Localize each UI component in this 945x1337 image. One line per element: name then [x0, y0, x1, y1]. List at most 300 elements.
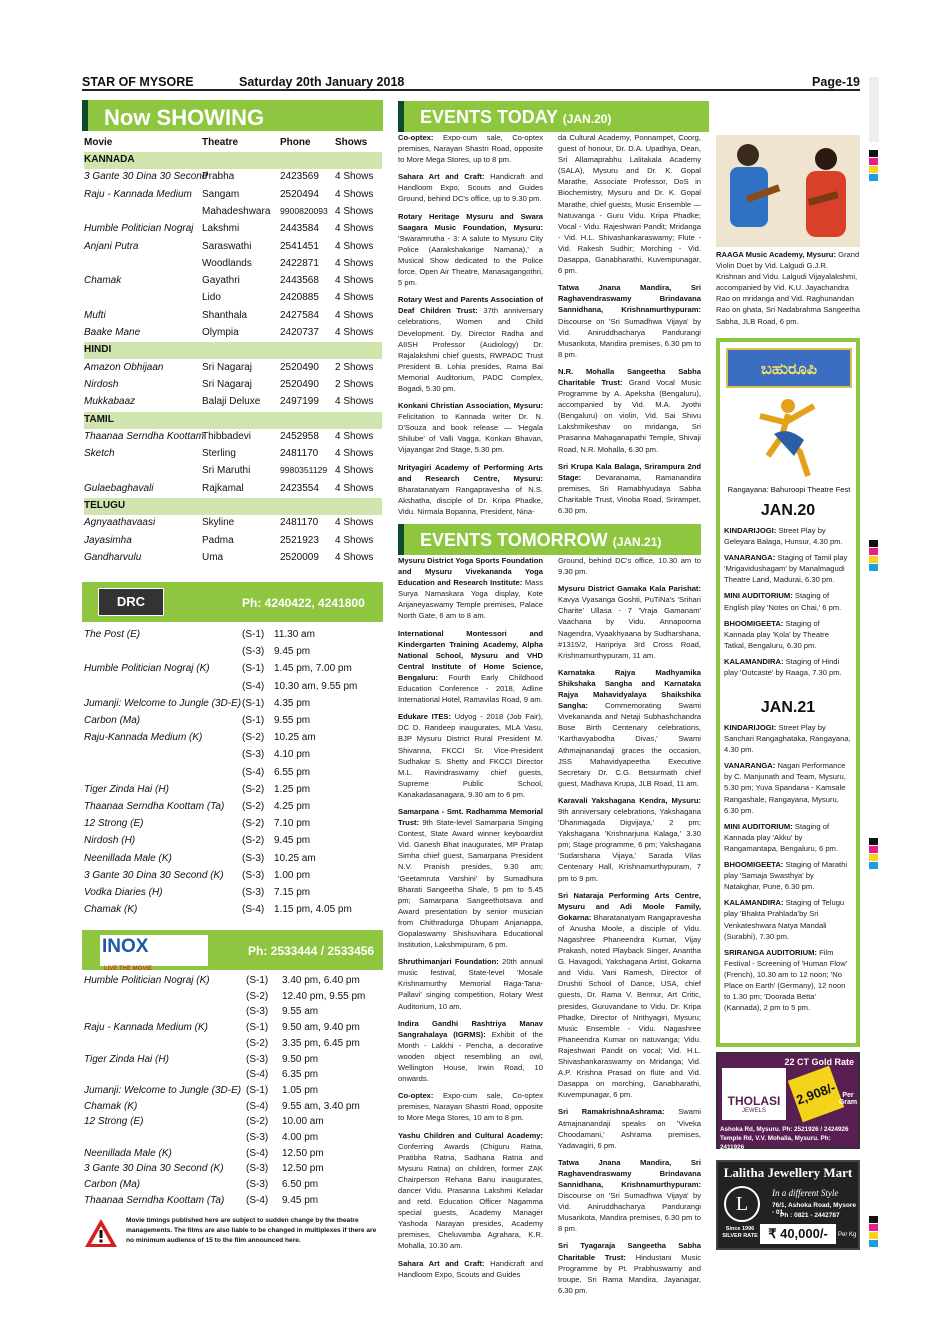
movie-title: Mukkabaaz [84, 396, 136, 408]
col-theatre: Theatre [202, 137, 239, 148]
language-label: HINDI [84, 344, 112, 356]
screen-number: (S-3) [246, 1006, 269, 1018]
schedule-row [84, 628, 382, 645]
event-entry: BHOOMIGEETA: Staging of Marathi play 'Samaja Swasthya' by Natakghar, Pune, 6.30 pm. [724, 860, 848, 892]
schedule-row [84, 1005, 382, 1022]
schedule-row [84, 714, 382, 731]
screen-number: (S-3) [242, 852, 265, 864]
color-swatch [869, 174, 878, 181]
event-entry: KALAMANDIRA: Staging of Telugu play 'Bhakta Prahlada'by Sri Venkateshwara Natya Mandali (Surabhi), 7.30 pm. [724, 898, 845, 941]
events-tomorrow-col2 [558, 555, 701, 1302]
event-entry: International Montessori and Kindergarten Training Academy, Alpha National School, Mysuru and VHD Central Institute of Home Science, Bengaluru: Fourth Early Childhood Education Conference - 2018, Adline International Hotel, Ramavilas Road, 9 am. [398, 628, 543, 705]
show-times: 10.30 am, 9.55 pm [274, 680, 358, 692]
event-entry: SRIRANGA AUDITORIUM: Film Festival - Screening of 'Human Flow' (French), 10.30 am to 12 noon; 'No Place on Earth' (Germany), 12 noon to 1.30 pm; 'Doorada Betta' (Kannada), 2 pm to 5 pm. [724, 947, 848, 1013]
movie-title: Nirdosh (H) [84, 835, 136, 847]
movie-title: Jumanji: Welcome to Jungle (3D-E) [84, 1084, 242, 1096]
raaga-caption: RAAGA Music Academy, Mysuru: Grand Violin Duet by Vid. Lalgudi G.J.R. Krishnan and Vidu. Lalgudi Vijayalakshmi, accompanied by Vid. K.U. Jayachandra Rao on mridanga and Vid. Raghunandan Rao on ghata, Sri Nadabrahma Sangeetha Sabha, JLB Road, 6 pm. [716, 250, 860, 326]
theatre-name: Sangam [202, 188, 240, 200]
show-count: 4 Shows [335, 223, 374, 235]
language-label: TELUGU [84, 500, 126, 511]
movie-row [84, 377, 382, 394]
movie-title: Sketch [84, 448, 115, 460]
screen-number: (S-1) [246, 975, 269, 986]
event-entry: Shruthimanjari Foundation: 20th annual music festival, State-level 'Mosale Krishnamurthy Memorial Raga-Tana-Pallavi' singing competition, Rotary West Auditorium, 10 am. [398, 957, 543, 1011]
show-times: 9.55 pm [274, 715, 311, 726]
schedule-row [84, 817, 382, 834]
movie-title: Thaanaa Serndha Koottam [84, 430, 205, 442]
screen-number: (S-4) [246, 1100, 269, 1112]
event-entry: Mysuru District Gamaka Kala Parishat: Kavya Vyasanga Goshti, PuTiNa's 'Srihari Charite' Ullasa - 7 'Vraja Gamanam' Vaachana by Vidu. Annapoorna Nagendra, Vyaakhyaana by Sudharshana, #1315/2, Haripriya 3rd Cross Road, Krishnamurthypuram, 11 am. [558, 584, 701, 660]
schedule-row [84, 974, 382, 991]
paper-name: STAR OF MYSORE [82, 75, 194, 89]
movie-title: Amazon Obhijaan [84, 361, 164, 373]
screen-number: (S-2) [242, 835, 265, 847]
events-tomorrow-col1 [398, 555, 543, 1286]
schedule-row [84, 662, 382, 679]
event-entry: Edukare ITES: Udyog - 2018 (Job Fair), DC D. Randeep inaugurates, MLA Vasu, BJP Mysuru District Rural President M. Shivanna, FKCCI Sr. Vice-President Sudhakar S. Shetty and FKCCI Director M.L. Ravindraswamy chief guests, Supreme Public School, Kanakadasanagara, 9.30 am to 6 pm. [398, 712, 543, 799]
silver-rate: ₹ 40,000/- [760, 1224, 836, 1244]
movie-row [84, 533, 382, 550]
theatre-name: Balaji Deluxe [202, 396, 261, 408]
show-times: 4.35 pm [274, 697, 311, 709]
schedule-row [84, 1037, 382, 1054]
phone-number: 2423554 [280, 482, 319, 494]
color-swatch [869, 1224, 878, 1231]
event-entry: KALAMANDIRA: Staging of Hindi play 'Outcaste' by Raaga, 7.30 pm. [724, 656, 842, 678]
movie-title: 12 Strong (E) [84, 818, 144, 830]
events-today-col1 [398, 132, 543, 523]
show-times: 1.25 pm [274, 783, 311, 795]
schedule-row [84, 1068, 382, 1085]
color-swatch [869, 1216, 878, 1223]
phone-number: 2422871 [280, 257, 319, 269]
event-entry: Yashu Children and Cultural Academy: Conferring Awards (Chiguru Ratna, Pratibha Ratna, Sadhana Ratna and Mysuru Ratna) on children, former ZAK Chairperson Rehana Banu inaugurates, dancer Vidu. Prasanna Lakshmi Keladar and retd. Education Officer Nagamma special guests, Academy Manager Yashoda Narayan presides, Academy premises, Cheluvamba Agrahara, K.R. Mohalla, 10.30 am. [398, 1130, 543, 1251]
show-times: 9.45 pm [282, 1194, 319, 1206]
screen-number: (S-2) [242, 783, 265, 795]
col-movie: Movie [84, 137, 113, 148]
col-phone: Phone [280, 137, 311, 148]
show-count: 2 Shows [335, 361, 374, 373]
event-entry: Samarpana - Smt. Radhamma Memorial Trust: 9th State-level Samarpana Singing Contest, State Award winner keyboardist Vid. Ganesh Bhat inaugurates, MP Pratap Simha chief guest, Samarpana President N.V. Pranish presides, 9.30 am; 'Geetamruta Varshini' by Sumadhura Bharati Sangeetha Shale, 5 pm to 5.45 pm; Samarpana Sangeethotsava and Award presentation by senior musician from Chithradurga Dhupam Anjanappa, Gopalaswamy Shishuvihara Educational Institution, Lakshmipuram, 6 pm. [398, 806, 543, 950]
language-heading [84, 412, 382, 429]
movie-title: Raju - Kannada Medium (K) [84, 1022, 208, 1034]
movie-title: Thaanaa Serndha Koottam (Ta) [84, 801, 225, 812]
schedule-row [84, 1194, 382, 1211]
screen-number: (S-3) [242, 646, 265, 658]
theatre-name: Lakshmi [202, 223, 240, 235]
tholasi-logo: THOLASI JEWELS [722, 1068, 786, 1120]
phone-number: 2427584 [280, 309, 319, 321]
now-showing-title: Now SHOWING [82, 100, 383, 131]
phone-number: 2497199 [280, 396, 319, 408]
schedule-row [84, 852, 382, 869]
jan21-heading: JAN.21 [760, 699, 816, 716]
theatre-name: Woodlands [202, 257, 252, 269]
since-badge: Since 1996 SILVER RATE [722, 1226, 758, 1239]
screen-number: (S-3) [242, 749, 265, 761]
phone-number: 9980351129 [280, 465, 328, 476]
theatre-name: Prabha [202, 171, 235, 183]
musicians-photo [716, 135, 860, 247]
language-heading [84, 498, 382, 515]
schedule-row [84, 783, 382, 800]
events-today-col2 [558, 132, 701, 522]
show-count: 4 Shows [335, 396, 374, 408]
movie-title: Chamak (K) [84, 904, 138, 916]
screen-number: (S-1) [246, 1084, 269, 1096]
movie-title: Humble Politician Nograj (K) [84, 975, 210, 986]
screen-number: (S-1) [242, 663, 265, 675]
event-entry: Sri Tyagaraja Sangeetha Sabha Charitable Trust: Hindustani Music Programme by Pt. Prabhuswamy and troupe, Sri Rama Mandira, Jayanagar, 6.30 pm. [558, 1241, 701, 1295]
screen-number: (S-2) [242, 732, 265, 744]
movie-title: Nirdosh [84, 378, 119, 390]
movie-row [84, 325, 382, 342]
show-times: 9.55 am [282, 1006, 319, 1018]
theatre-name: Sterling [202, 448, 236, 460]
show-count: 2 Shows [335, 378, 374, 390]
rangayana-caption: Rangayana: Bahuroopi Theatre Fest [727, 485, 851, 494]
show-times: 12.50 pm [282, 1163, 324, 1175]
schedule-row [84, 766, 382, 783]
show-times: 11.30 am [274, 629, 315, 640]
event-entry: MINI AUDITORIUM: Staging of Kannada play 'Akku' by Rangamantapa, Bengaluru, 6 pm. [724, 821, 838, 853]
event-entry: VANARANGA: Staging of Tamil play 'Mrigavidushagam' by Manalmagudi Theatre Land, Madurai, 6.30 pm. [724, 553, 848, 585]
event-entry: KINDARIJOGI: Street Play by Geleyara Balaga, Hunsur, 4.30 pm. [724, 526, 843, 547]
movie-title: Jumanji: Welcome to Jungle (3D-E) [84, 697, 242, 709]
show-count: 4 Shows [335, 534, 374, 546]
event-entry: Sahara Art and Craft: Handicraft and Handloom Expo, Scouts and Guides [398, 1258, 544, 1279]
show-count: 4 Shows [335, 448, 374, 460]
theatre-name: Saraswathi [202, 240, 252, 252]
show-times: 4.25 pm [274, 801, 311, 812]
phone-number: 2520494 [280, 188, 319, 200]
movie-row [84, 239, 382, 256]
movie-title: Gulaebaghavali [84, 482, 154, 494]
phone-number: 2481170 [280, 517, 319, 529]
show-count: 4 Shows [335, 240, 374, 252]
screen-number: (S-3) [246, 1163, 269, 1175]
theatre-name: Lido [202, 292, 221, 304]
phone-number: 2520490 [280, 361, 319, 373]
show-times: 1.15 pm, 4.05 pm [274, 904, 352, 916]
movie-row [84, 446, 382, 463]
event-entry: Tatwa Jnana Mandira, Sri Raghavendraswamy Brindavana Sannidhana, Krishnamurthypuram: Discourse on 'Sri Sumadhwa Vijaya' by Vid. Aniruddhacharya Pandurangi Musarikota, Mandira premises, 6.30 pm to 8 pm. [558, 283, 701, 359]
show-count: 4 Shows [335, 292, 374, 304]
color-swatch [869, 540, 878, 547]
movie-title: Anjani Putra [84, 240, 139, 252]
schedule-row [84, 903, 382, 920]
screen-number: (S-3) [242, 869, 265, 881]
drc-phone: Ph: 4240422, 4241800 [242, 596, 365, 610]
movie-row [84, 515, 382, 532]
show-times: 1.00 pm [274, 869, 311, 881]
drc-logo: DRC [98, 588, 164, 616]
color-swatch [869, 846, 878, 853]
language-label: KANNADA [84, 154, 135, 165]
lalitha-monogram: L [724, 1186, 760, 1222]
movie-title: Mufti [84, 309, 106, 321]
schedule-row [84, 1131, 382, 1148]
event-entry: Ground, behind DC's office, 10.30 am to 9.30 pm. [558, 556, 701, 577]
col-shows: Shows [335, 137, 368, 148]
screen-number: (S-2) [246, 1116, 269, 1128]
movie-title: Carbon (Ma) [84, 715, 141, 726]
color-swatch [869, 854, 878, 861]
schedule-row [84, 1100, 382, 1117]
bahuroopi-banner: ಬಹುರೂಪಿ [726, 348, 852, 388]
phone-number: 2520009 [280, 551, 319, 563]
movie-title: Neenillada Male (K) [84, 1147, 172, 1159]
movie-title: Agnyaathavaasi [84, 517, 156, 529]
dancer-illustration [748, 396, 830, 482]
movie-row [84, 256, 382, 273]
event-entry: Karavali Yakshagana Kendra, Mysuru: 9th anniversary celebrations, Yakshagana 'Dhanmagada Digvijaya,' 2 pm; Yakshagana 'Krishnarjuna Kalaga,' 3.30 pm; Stage programme, 6 pm; Yakshagana 'Sudarshana Vijaya,' Sarada Vilas Centenary Hall, Krishnamurthypuram, 7 pm to 9 pm. [558, 795, 701, 883]
show-times: 12.40 pm, 9.55 pm [282, 990, 366, 1002]
screen-number: (S-2) [242, 818, 265, 830]
event-entry: Indira Gandhi Rashtriya Manav Sangrahalaya (IGRMS): Exhibit of the Month - Lakkhi - Pencha, a decorative wooden object resembling an owl, Wellington House, Irwin Road, 10 onwards. [398, 1018, 543, 1084]
show-count: 4 Shows [335, 257, 374, 269]
movie-row [84, 360, 382, 377]
event-entry: KINDARIJOGI: Street Play by Sanchari Rangaghataka, Rangayana, 4.30 pm. [724, 723, 851, 755]
phone-number: 2443568 [280, 275, 319, 287]
per-gram: Per Gram [838, 1092, 858, 1106]
language-heading [84, 342, 382, 359]
event-entry: da Cultural Academy, Ponnampet, Coorg, guest of honour, Dr. D.A. Upadhya, Dean, Sri Allamaprabhu Lalitakala Academy (SALA), Mysuru and Dr. K. Gopal Marathe, Associate Professor, DoS in Biochemistry, Mysuru and Dr. K. Gopal Marathe, chief guests, Music Ensemble — Natuvanga - Guru Vidu. Kripa Phadke; Vocal - Vidu. Rajeshwari Pandit; Mridanga - Vid. H.L. Shivashankaraswamy; Flute - Vid. Rakesh Sudhir; Morching - Vid. Dasappa, Ganabharathi, Kuvempunagar, 6 pm. [558, 133, 701, 276]
phone-number: 2423569 [280, 171, 319, 183]
phone-number: 2481170 [280, 448, 319, 460]
movie-row [84, 463, 382, 480]
color-swatch [869, 1240, 878, 1247]
rangayana-box [716, 338, 860, 1047]
screen-number: (S-2) [242, 801, 265, 812]
movie-title: Baake Mane [84, 327, 141, 338]
show-times: 9.50 am, 9.40 pm [282, 1022, 360, 1034]
movie-row [84, 187, 382, 204]
event-entry: Rotary Heritage Mysuru and Swara Saagara Music Foundation, Mysuru: 'Swaramrutha - 3: A salute to Mysuru City Police (Aarakshakarige Namana),' a Musical Show dedicated to the Police force, Open Air Theatre, Manasagangothri, 5 pm. [398, 211, 543, 288]
movie-row [84, 550, 382, 567]
print-margin [869, 77, 879, 142]
show-times: 6.50 pm [282, 1179, 319, 1191]
phone-number: 2521923 [280, 534, 319, 546]
drc-bar [82, 582, 383, 622]
color-swatch [869, 548, 878, 555]
movie-title: 3 Gante 30 Dina 30 Second (K) [84, 869, 224, 881]
inox-phone: Ph: 2533444 / 2533456 [248, 944, 375, 958]
show-times: 10.25 am [274, 852, 316, 864]
gold-rate: 2,908/- [788, 1066, 844, 1122]
page-header [82, 73, 860, 91]
color-swatch [869, 862, 878, 869]
phone-number: 2452958 [280, 430, 319, 442]
color-swatch [869, 166, 878, 173]
event-entry: Konkani Christian Association, Mysuru: Felicitation to Kannada writer Dr. N. D'Souza and book release — 'Hegala Shilube' of Valli Vagga, Konkan Bhavan, Vijayangar 2nd Stage, 5.30 pm. [398, 401, 543, 455]
theatre-name: Thibbadevi [202, 430, 251, 442]
schedule-row [84, 990, 382, 1007]
events-today-title: EVENTS TODAY (JAN.20) [398, 101, 709, 132]
movie-title: Chamak [84, 275, 122, 287]
language-heading [84, 152, 382, 169]
screen-number: (S-1) [242, 629, 265, 640]
show-times: 9.45 pm [274, 646, 311, 658]
screen-number: (S-1) [242, 697, 265, 709]
theatre-name: Mahadeshwara [202, 205, 271, 217]
movie-row [84, 481, 382, 498]
schedule-row [84, 1053, 382, 1070]
lalitha-tag: In a different Style [772, 1188, 839, 1198]
show-times: 7.10 pm [274, 818, 311, 830]
language-label: TAMIL [84, 413, 114, 425]
jan20-heading: JAN.20 [760, 502, 816, 519]
phone-number: 2520490 [280, 378, 319, 390]
phone-number: 2420737 [280, 327, 319, 338]
screen-number: (S-1) [246, 1022, 269, 1034]
movie-title: Tiger Zinda Hai (H) [84, 1053, 169, 1065]
color-swatch [869, 838, 878, 845]
schedule-row [84, 1178, 382, 1195]
schedule-row [84, 748, 382, 765]
show-count: 4 Shows [335, 275, 374, 287]
screen-number: (S-4) [242, 766, 265, 778]
events-tomorrow-title: EVENTS TOMORROW (JAN.21) [398, 524, 701, 555]
lalitha-phone: Ph : 0821 - 2442787 [780, 1212, 840, 1219]
event-entry: MINI AUDITORIUM: Staging of English play 'Notes on Chai,' 6 pm. [724, 591, 842, 612]
schedule-row [84, 869, 382, 886]
event-entry: Sri Nataraja Performing Arts Centre, Mysuru and Adi Moole Family, Gokarna: Bharatanatyam Rangapravesha of Anusha Moole, a disciple of Vidu. Nagashree Phaneendra Kumar, Vijay Prakash, noted Playback Singer, Anantha G. Havagodi, Yakshagana Artist, Gokarna and Vidu. Vani Ramesh, Director of Drushti School of Dance, USA, chief guests, Dr. Rama V. Bennur, Art Critic, presides, Guruvandane to Vidu. Dr. Kripa Phadke, Director of Nrithyagiri, Mysuru; Music Ensemble - Vidu. Nagashree Phaneendra Kumar on natuvanga; Vidu. Rajeshwari Pandit on vocal; Vid. H.L. Shivashankaraswamy on Mridanga; Vid. A.P. Krishna Prasad on flute and Vid. Dasappa on morching, Ganabharathi, Kuvempunagar, 6 pm. [558, 890, 701, 1100]
jan21-list [724, 722, 852, 1018]
show-times: 10.25 am [274, 732, 316, 744]
show-times: 1.05 pm [282, 1084, 319, 1096]
movie-title: Jayasimha [84, 534, 132, 546]
screen-number: (S-3) [246, 1053, 269, 1065]
screen-number: (S-1) [242, 715, 265, 726]
schedule-row [84, 800, 382, 817]
screen-number: (S-3) [242, 887, 265, 898]
phone-number: 9900820093 [280, 205, 328, 216]
phone-number: 2420885 [280, 292, 319, 304]
show-times: 3.40 pm, 6.40 pm [282, 975, 360, 986]
movie-row [84, 169, 382, 186]
lalitha-brand: Lalitha Jewellery Mart [723, 1165, 853, 1180]
event-entry: Tatwa Jnana Mandira, Sri Raghavendraswamy Brindavana Sannidhana, Krishnamurthypuram: Discourse on 'Sri Sumadhwa Vijaya' by Vid. Aniruddhacharya Pandurangi Musarikota, Mandira premises, 6.30 pm to 8 pm. [558, 1157, 701, 1234]
color-swatch [869, 1232, 878, 1239]
screen-number: (S-4) [246, 1147, 269, 1159]
phone-number: 2541451 [280, 240, 319, 252]
movie-title: Raju - Kannada Medium [84, 188, 192, 200]
show-count: 4 Shows [335, 482, 374, 494]
movie-title: Humble Politician Nograj [84, 223, 194, 235]
movie-title: Carbon (Ma) [84, 1179, 141, 1191]
schedule-row [84, 1084, 382, 1101]
movie-row [84, 429, 382, 446]
movie-title: Chamak (K) [84, 1100, 138, 1112]
movie-title: Neenillada Male (K) [84, 852, 172, 864]
lalitha-address: 76/1, Ashoka Road, Mysore - 01 [772, 1202, 856, 1216]
movie-row [84, 290, 382, 307]
screen-number: (S-2) [246, 990, 269, 1002]
lalitha-ad [716, 1160, 860, 1250]
movie-title: Thaanaa Serndha Koottam (Ta) [84, 1194, 225, 1206]
show-count: 4 Shows [335, 309, 374, 321]
schedule-row [84, 834, 382, 851]
theatre-name: Padma [202, 534, 234, 546]
theatre-name: Uma [202, 551, 224, 563]
movie-title: The Post (E) [84, 629, 141, 640]
color-swatch [869, 564, 878, 571]
event-entry: Sri Krupa Kala Balaga, Srirampura 2nd Stage: Devaranama, Ramanandira premises, Sri Ramabhyudaya Sabha Charitable Trust, Vinoba Road, Srirampet, 6.30 pm. [558, 461, 701, 515]
schedule-row [84, 1162, 382, 1179]
page-number: Page-19 [812, 75, 860, 89]
show-times: 9.55 am, 3.40 pm [282, 1100, 360, 1112]
theatre-name: Shanthala [202, 309, 248, 321]
event-entry: N.R. Mohalla Sangeetha Sabha Charitable Trust: Grand Vocal Music Programme by A. Apeksha (Bengaluru), accompanied by Vid. M.A. Jyothi (Bengaluru) on violin, Vid. Sai Shivu Lakshmikeshav on mridanga, Sri Prasanna Mahaganapathi Temple, Shivaji Road, N.R. Mohalla, 6.30 pm. [558, 366, 701, 454]
theatre-name: Skyline [202, 517, 235, 529]
movie-title: Vodka Diaries (H) [84, 887, 163, 898]
movie-row [84, 394, 382, 411]
show-count: 4 Shows [335, 327, 374, 338]
schedule-row [84, 886, 382, 903]
jan20-list [724, 525, 852, 683]
event-entry: Sahara Art and Craft: Handicraft and Handloom Expo, Scouts and Guides Ground, behind DC's office, up to 9.30 pm. [398, 172, 544, 204]
inox-logo: INOX LIVE THE MOVIE [100, 935, 208, 966]
inox-bar [82, 930, 383, 970]
show-times: 12.50 pm [282, 1147, 324, 1159]
show-times: 4.00 pm [282, 1132, 319, 1143]
show-count: 4 Shows [335, 517, 374, 529]
schedule-row [84, 1115, 382, 1132]
event-entry: Mysuru District Yoga Sports Foundation and Mysuru Vivekananda Yoga Education and Research Institute: Mass Surya Namaskara Yoga display, Kote Anjaneyaswamy Temple premises, Palace North Gate, 6 am to 8 am. [398, 556, 543, 621]
screen-number: (S-3) [246, 1132, 269, 1143]
show-times: 10.00 am [282, 1116, 324, 1128]
color-swatch [869, 158, 878, 165]
movie-row [84, 308, 382, 325]
event-entry: BHOOMIGEETA: Staging of Kannada play 'Kola' by Theatre Tatkal, Bengaluru, 6.30 pm. [724, 618, 829, 650]
schedule-row [84, 645, 382, 662]
show-count: 4 Shows [335, 205, 374, 217]
show-count: 4 Shows [335, 171, 374, 183]
color-swatch [869, 556, 878, 563]
event-entry: Sri RamakrishnaAshrama: Swami Atmajnanandaji speaks on 'Viveka Choodamani,' Ashrama premises, Yadavagiri, 6 pm. [558, 1107, 701, 1150]
event-entry: Nrityagiri Academy of Performing Arts and Research Centre, Mysuru: Bharatanatyam Rangapravesha of N.S. Akshatha, disciple of Dr. Kripa Phadke, Vidu. Nirmala Bopanna, President, Nina- [398, 462, 543, 516]
show-times: 4.10 pm [274, 749, 311, 761]
screen-number: (S-4) [246, 1069, 269, 1081]
schedule-row [84, 1021, 382, 1038]
schedule-row [84, 697, 382, 714]
theatre-name: Sri Nagaraj [202, 361, 253, 373]
movie-title: Raju-Kannada Medium (K) [84, 732, 203, 744]
show-times: 6.55 pm [274, 766, 311, 778]
movie-title: Gandharvulu [84, 551, 142, 563]
show-times: 9.45 pm [274, 835, 311, 847]
color-swatch [869, 150, 878, 157]
warning-icon [84, 1218, 118, 1248]
event-entry: Karnataka Rajya Madhyamika Shikshaka Sangha and Karnataka Rajya Mahavidyalaya Shaikshika Sangha: Commemorating Swami Vivekananda and Netaji Subhashchandra Bose Birth Centenary celebrations, 'Karthavyabodha Divas,' Swami Athmajnanandaji graces the occasion, JSS Mahavidyapeetha Executive Secretary Dr. C.G. Betsurmath chief guest, Madhava Krupa, JLB Road, 11 am. [558, 667, 701, 788]
show-count: 4 Shows [335, 465, 374, 477]
movie-row [84, 273, 382, 290]
movie-row [84, 204, 382, 221]
schedule-row [84, 1147, 382, 1164]
per-kg: Per Kg [838, 1232, 857, 1238]
show-count: 4 Shows [335, 551, 374, 563]
show-times: 6.35 pm [282, 1069, 319, 1081]
event-entry: Co-optex: Expo-cum sale, Co-optex premises, Narayan Shastri Road, opposite to More Mega Stores, up to 8 pm. [398, 133, 544, 165]
screen-number: (S-4) [246, 1194, 269, 1206]
raaga-photo [716, 135, 860, 247]
show-times: 1.45 pm, 7.00 pm [274, 663, 352, 675]
schedule-row [84, 680, 382, 697]
movie-row [84, 221, 382, 238]
screen-number: (S-2) [246, 1037, 269, 1049]
schedule-row [84, 731, 382, 748]
